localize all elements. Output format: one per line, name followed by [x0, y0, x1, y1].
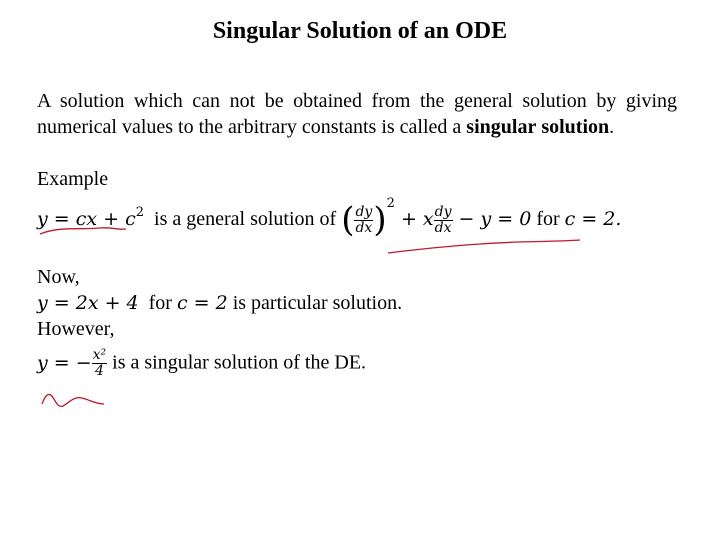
ode-for: for [536, 208, 560, 230]
particular-for: for [148, 292, 172, 314]
particular-equation: y = 2x + 4 [37, 292, 139, 314]
underline-general-eq [40, 228, 126, 234]
general-equation: y = cx + $c^2$ [37, 205, 145, 230]
underline-ode [388, 240, 580, 253]
ode-constant: c = 2. [564, 208, 622, 230]
slide-title: Singular Solution of an ODE [212, 18, 508, 44]
particular-constant: c = 2 [176, 292, 228, 314]
singular-text: is a singular solution of the DE. [112, 351, 367, 374]
however-label: However, [37, 318, 115, 340]
definition-text: A solution which can not be obtained from the general solution by giving numerical values to the arbitrary constants is called a [37, 90, 677, 138]
example-label: Example [37, 168, 109, 190]
singular-equation: y = − $\frac{\text{x²}}{4}$ [37, 347, 107, 379]
ode-equation: ( $\frac{dy}{dx}$ )$^2$ + x $\frac{dy}{dx}$ − y = 0 [341, 196, 532, 240]
general-text: is a general solution of [154, 208, 337, 230]
particular-text: is particular solution. [232, 292, 403, 314]
squiggle-singular [42, 394, 104, 406]
now-label: Now, [37, 266, 80, 288]
definition-term-2: solution [541, 116, 610, 138]
definition-end: . [609, 116, 615, 138]
definition-term: singular [466, 116, 537, 138]
